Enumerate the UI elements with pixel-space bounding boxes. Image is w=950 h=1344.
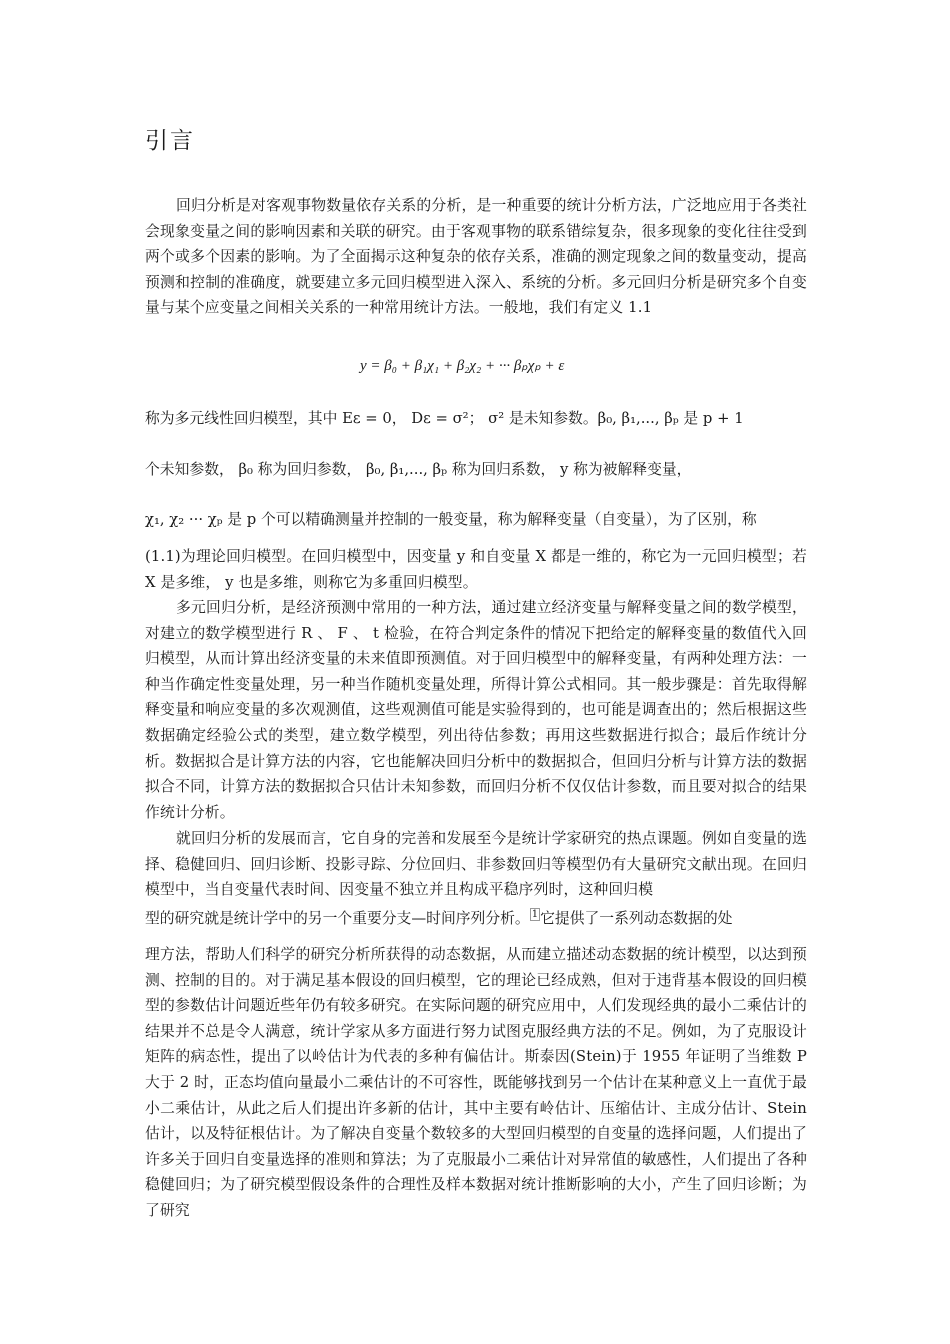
intro-paragraph: 回归分析是对客观事物数量依存关系的分析，是一种重要的统计分析方法，广泛地应用于各类社会现象变量之间的影响因素和关联的研究。由于客观事物的联系错综复杂，很多现象的变化往往受到两个或多个因素的影响。为了全面揭示这种复杂的依存关系，准确的测定现象之间的数量变动，提高预测和控制的准确度，就要建立多元回归模型进入深入、系统的分析。多元回归分析是研究多个自变量与某个应变量之间相关关系的一种常用统计方法。一般地，我们有定义 1.1 xyxy=(145,197,807,317)
time-series-continuation: 它提供了一系列动态数据的处 xyxy=(540,910,733,927)
citation-marker[interactable]: 1 xyxy=(531,909,539,921)
variable-definition-line: χ₁, χ₂ ··· χₚ 是 p 个可以精确测量并控制的一般变量，称为解释变量（自变量），为了区别，称 xyxy=(145,511,757,528)
time-series-text: 型的研究就是统计学中的另一个重要分支—时间序列分析。 xyxy=(145,910,530,927)
parameter-definition-line: 个未知参数， β₀ 称为回归参数， β₀, β₁,..., βₚ 称为回归系数， y 称为被解释变量， xyxy=(145,461,692,478)
regression-equation: y = β₀ + β₁χ₁ + β₂χ₂ + ··· βₚχₚ + ε xyxy=(360,358,565,374)
economic-forecast-paragraph: 多元回归分析，是经济预测中常用的一种方法，通过建立经济变量与解释变量之间的数学模型，对建立的数学模型进行 R 、 F 、 t 检验，在符合判定条件的情况下把给定的解释变量的数值代入回归模型，从而计算出经济变量的未来值即预测值。对于回归模型中的解释变量，有两种处理方法：一种当作确定性变量处理，另一种当作随机变量处理，所得计算公式相同。其一般步骤是：首先取得解释变量和响应变量的多次观测值，这些观测值可能是实验得到的，也可能是调查出的；然后根据这些数据确定经验公式的类型，建立数学模型，列出待估参数；再用这些数据进行拟合；最后作统计分析。数据拟合是计算方法的内容，它也能解决回归分析中的数据拟合，但回归分析与计算方法的数据拟合不同，计算方法的数据拟合只估计未知参数，而回归分析不仅仅估计参数，而且要对拟合的结果作统计分析。 xyxy=(145,599,807,821)
model-definition-line: 称为多元线性回归模型，其中 Eε = 0， Dε = σ²； σ² 是未知参数。β₀, β₁,..., βₚ 是 p + 1 xyxy=(145,410,744,427)
methods-paragraph: 理方法，帮助人们科学的研究分析所获得的动态数据，从而建立描述动态数据的统计模型，以达到预测、控制的目的。对于满足基本假设的回归模型，它的理论已经成熟，但对于违背基本假设的回归模型的参数估计问题近些年仍有较多研究。在实际问题的研究应用中，人们发现经典的最小二乘估计的结果并不总是令人满意，统计学家从多方面进行努力试图克服经典方法的不足。例如，为了克服设计矩阵的病态性，提出了以岭估计为代表的多种有偏估计。斯泰因(Stein)于 1955 年证明了当维数 P 大于 2 时，正态均值向量最小二乘估计的不可容性，既能够找到另一个估计在某种意义上一直优于最小二乘估计，从此之后人们提出许多新的估计，其中主要有岭估计、压缩估计、主成分估计、Stein 估计，以及特征根估计。为了解决自变量个数较多的大型回归模型的自变量的选择问题，人们提出了许多关于回归自变量选择的准则和算法；为了克服最小二乘估计对异常值的敏感性，人们提出了各种稳健回归；为了研究模型假设条件的合理性及样本数据对统计推断影响的大小，产生了回归诊断；为了研究 xyxy=(145,946,807,1219)
development-paragraph: 就回归分析的发展而言，它自身的完善和发展至今是统计学家研究的热点课题。例如自变量的选择、稳健回归、回归诊断、投影寻踪、分位回归、非参数回归等模型仍有大量研究文献出现。在回归模型中，当自变量代表时间、因变量不独立并且构成平稳序列时，这种回归模 xyxy=(145,830,807,899)
page-title: 引言 xyxy=(145,128,195,154)
time-series-line xyxy=(145,906,807,932)
theory-model-paragraph: (1.1)为理论回归模型。在回归模型中，因变量 y 和自变量 X 都是一维的，称它为一元回归模型；若 X 是多维， y 也是多维，则称它为多重回归模型。 xyxy=(145,548,807,591)
